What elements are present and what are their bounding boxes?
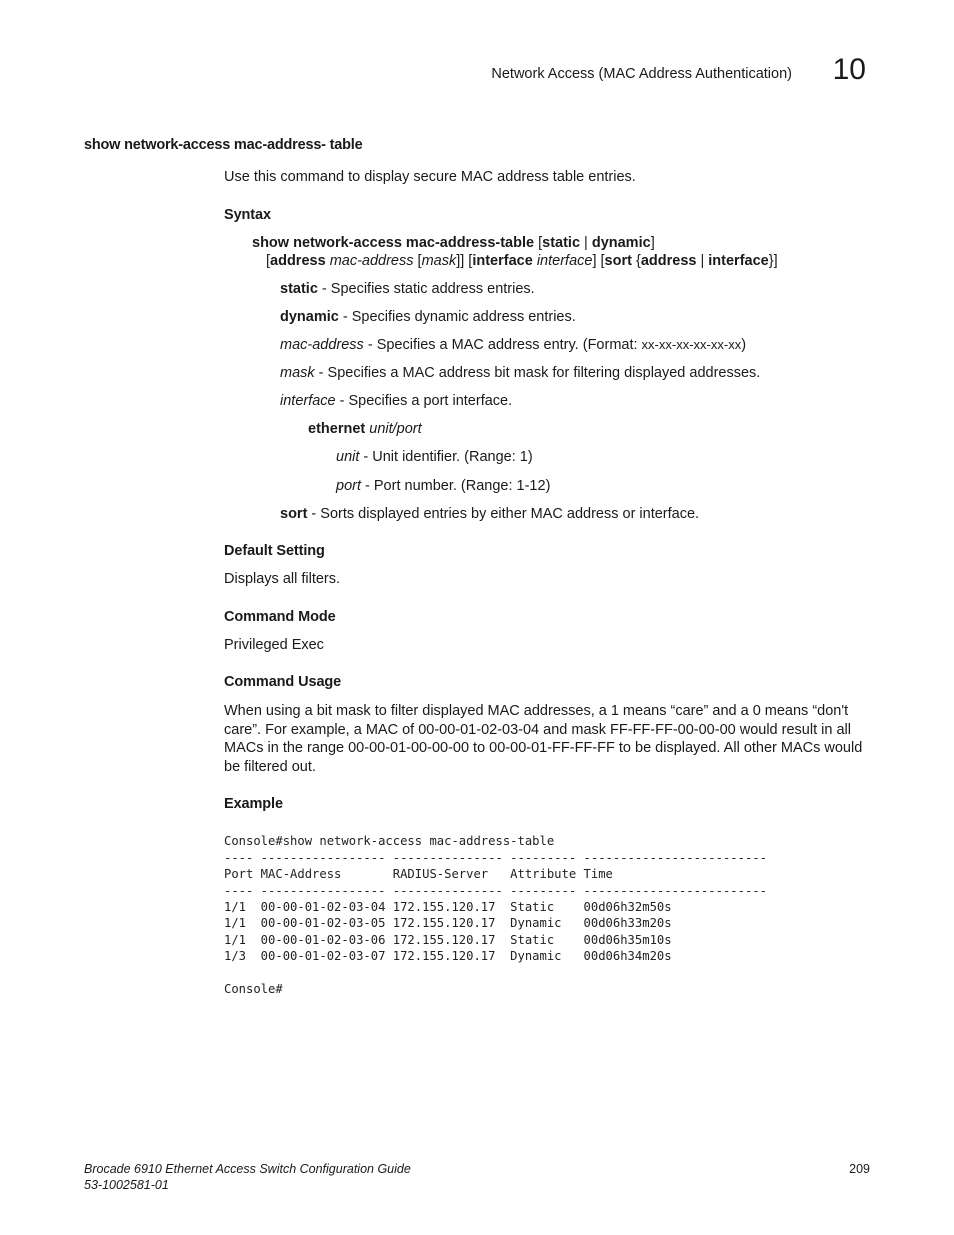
- param-dynamic: dynamic - Specifies dynamic address entries.: [280, 309, 576, 325]
- param-sort: sort - Sorts displayed entries by either MAC address or interface.: [280, 506, 700, 522]
- console-line: 1/3 00-00-01-02-03-07 172.155.120.17 Dynamic 00d06h34m20s: [224, 949, 672, 964]
- command-title: show network-access mac-address- table: [84, 137, 363, 153]
- default-setting-heading: Default Setting: [224, 543, 325, 559]
- console-line: 1/1 00-00-01-02-03-06 172.155.120.17 Static 00d06h35m10s: [224, 932, 672, 947]
- header-title: Network Access (MAC Address Authentication): [491, 66, 792, 82]
- chapter-number: 10: [832, 53, 866, 86]
- footer-doc-title: Brocade 6910 Ethernet Access Switch Configuration Guide: [84, 1162, 411, 1176]
- default-setting-text: Displays all filters.: [224, 571, 341, 587]
- console-line: ---- ----------------- --------------- --------- -------------------------: [224, 883, 767, 898]
- console-line: Console#show network-access mac-address-table: [224, 834, 555, 849]
- example-console-output: [224, 817, 767, 1030]
- console-line: Port MAC-Address RADIUS-Server Attribute Time: [224, 867, 613, 882]
- console-line: [224, 965, 767, 981]
- syntax-line-2: [address mac-address [mask]] [interface interface] [sort {address | interface}]: [266, 253, 778, 269]
- syntax-line-1: show network-access mac-address-table [static | dynamic]: [252, 235, 655, 251]
- command-usage-heading: Command Usage: [224, 674, 342, 690]
- command-mode-heading: Command Mode: [224, 609, 336, 625]
- param-mask: mask - Specifies a MAC address bit mask for filtering displayed addresses.: [280, 365, 761, 381]
- param-ethernet: ethernet unit/port: [308, 421, 422, 437]
- footer-page-number: 209: [849, 1162, 870, 1176]
- console-line: 1/1 00-00-01-02-03-05 172.155.120.17 Dynamic 00d06h33m20s: [224, 916, 672, 931]
- intro-text: Use this command to display secure MAC address table entries.: [224, 169, 636, 185]
- footer-doc-number: 53-1002581-01: [84, 1178, 169, 1192]
- example-heading: Example: [224, 796, 283, 812]
- console-line: Console#: [224, 982, 283, 997]
- syntax-heading: Syntax: [224, 207, 271, 223]
- param-port: port - Port number. (Range: 1-12): [336, 478, 551, 494]
- param-interface: interface - Specifies a port interface.: [280, 393, 513, 409]
- param-mac-address: mac-address - Specifies a MAC address entry. (Format: xx-xx-xx-xx-xx-xx): [280, 337, 747, 353]
- param-unit: unit - Unit identifier. (Range: 1): [336, 449, 533, 465]
- console-line: 1/1 00-00-01-02-03-04 172.155.120.17 Static 00d06h32m50s: [224, 900, 672, 915]
- command-usage-text: When using a bit mask to filter displayed MAC addresses, a 1 means “care” and a 0 means “don't care”. For example, a MAC of 00-00-01-02-03-04 and mask FF-FF-FF-00-00-00 would result in all MACs in the range 00-00-01-00-00-00 to 00-00-01-FF-FF-FF to be displayed. All other MACs would be filtered out.: [224, 703, 863, 775]
- command-mode-text: Privileged Exec: [224, 637, 324, 653]
- param-static: static - Specifies static address entries.: [280, 281, 535, 297]
- syntax-cmd: show network-access mac-address-table: [252, 235, 535, 251]
- console-line: ---- ----------------- --------------- --------- -------------------------: [224, 850, 767, 865]
